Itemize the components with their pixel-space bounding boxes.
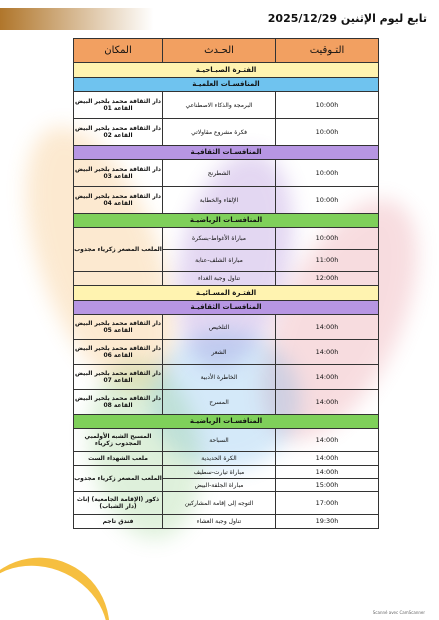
time-cell: 14:00h [276,429,379,452]
category-row-sports [74,415,379,429]
time-cell: 14:00h [276,390,379,415]
place-cell: الملعب المصغر زكرياء مجدوب [74,466,163,492]
event-cell: التلخيص [163,315,276,340]
event-cell: البرمجة والذكاء الاصطناعي [163,92,276,119]
period-label: الفتـرة المسـائيـة [74,286,379,301]
time-cell: 10:00h [276,119,379,146]
time-cell: 19:30h [276,515,379,529]
category-row-culture [74,301,379,315]
decorative-swoosh [0,535,132,620]
event-cell: المسرح [163,390,276,415]
time-cell: 10:00h [276,187,379,214]
event-cell: السباحة [163,429,276,452]
time-cell: 14:00h [276,315,379,340]
table-row [74,390,379,415]
period-row-evening [74,286,379,301]
event-cell: مباراة الجلفة-البيض [163,479,276,492]
place-cell: ذكور (الإقامة الجامعية) إناث (دار الشباب) [74,492,163,515]
place-cell: دار الثقافة محمد بلخير البيض القاعة 04 [74,187,163,214]
time-cell: 11:00h [276,250,379,272]
category-label: المنافسـات الثقافيـة [74,301,379,315]
place-cell: دار الثقافة محمد بلخير البيض القاعة 01 [74,92,163,119]
event-cell: الشعر [163,340,276,365]
category-label: المنافسـات الثقافيـة [74,146,379,160]
category-label: المنافسـات الرياضيـة [74,415,379,429]
category-label: المنافسـات العلميـة [74,78,379,92]
place-cell: فندق تاجم [74,515,163,529]
time-cell: 10:00h [276,92,379,119]
time-cell: 10:00h [276,160,379,187]
place-cell: دار الثقافة محمد بلخير البيض القاعة 08 [74,390,163,415]
table-row [74,92,379,119]
table-row [74,187,379,214]
column-header-time: التـوقيت [276,39,379,63]
event-cell: الكرة الحديدية [163,452,276,466]
place-cell: المسبح الشبه الأولمبي المجدوب زكرياء [74,429,163,452]
time-cell: 14:00h [276,365,379,390]
place-cell [74,272,163,286]
place-cell: دار الثقافة محمد بلخير البيض القاعة 06 [74,340,163,365]
event-cell: التوجه إلى إقامة المشاركين [163,492,276,515]
scanner-watermark: Scanné avec CamScanner [372,610,425,615]
time-cell: 14:00h [276,452,379,466]
category-row-science [74,78,379,92]
table-row [74,365,379,390]
table-row [74,492,379,515]
period-label: الفتـرة الصبـاحيـة [74,63,379,78]
time-cell: 15:00h [276,479,379,492]
column-header-place: المكان [74,39,163,63]
place-cell: ملعب الشهداء الست [74,452,163,466]
event-cell: مباراة تيارت-سطيف [163,466,276,479]
column-header-event: الحـدث [163,39,276,63]
table-row [74,315,379,340]
table-row [74,452,379,466]
time-cell: 12:00h [276,272,379,286]
category-label: المنافسـات الرياضيـة [74,214,379,228]
table-row [74,429,379,452]
event-cell: مباراة الأغواط-بسكرة [163,228,276,250]
event-cell: فكرة مشروع مقاولاتي [163,119,276,146]
category-row-sports [74,214,379,228]
place-cell: دار الثقافة محمد بلخير البيض القاعة 02 [74,119,163,146]
place-cell: دار الثقافة محمد بلخير البيض القاعة 03 [74,160,163,187]
time-cell: 10:00h [276,228,379,250]
table-row [74,160,379,187]
place-cell: الملعب المصغر زكرياء مجدوب [74,228,163,272]
time-cell: 14:00h [276,340,379,365]
table-row [74,272,379,286]
place-cell: دار الثقافة محمد بلخير البيض القاعة 05 [74,315,163,340]
table-row [74,466,379,479]
time-cell: 17:00h [276,492,379,515]
event-cell: الإلقاء والخطابة [163,187,276,214]
table-row [74,119,379,146]
table-header-row [74,39,379,63]
table-row [74,340,379,365]
event-cell: مباراة الشلف-عنابة [163,250,276,272]
page-title: تابع ليوم الإثنين 2025/12/29 [267,12,427,25]
event-cell: تناول وجبة الغداء [163,272,276,286]
place-cell: دار الثقافة محمد بلخير البيض القاعة 07 [74,365,163,390]
schedule-table [73,38,379,529]
time-cell: 14:00h [276,466,379,479]
table-row [74,228,379,250]
table-row [74,515,379,529]
category-row-culture [74,146,379,160]
event-cell: تناول وجبة العشاء [163,515,276,529]
event-cell: الخاطرة الأدبية [163,365,276,390]
event-cell: الشطرنج [163,160,276,187]
period-row-morning [74,63,379,78]
